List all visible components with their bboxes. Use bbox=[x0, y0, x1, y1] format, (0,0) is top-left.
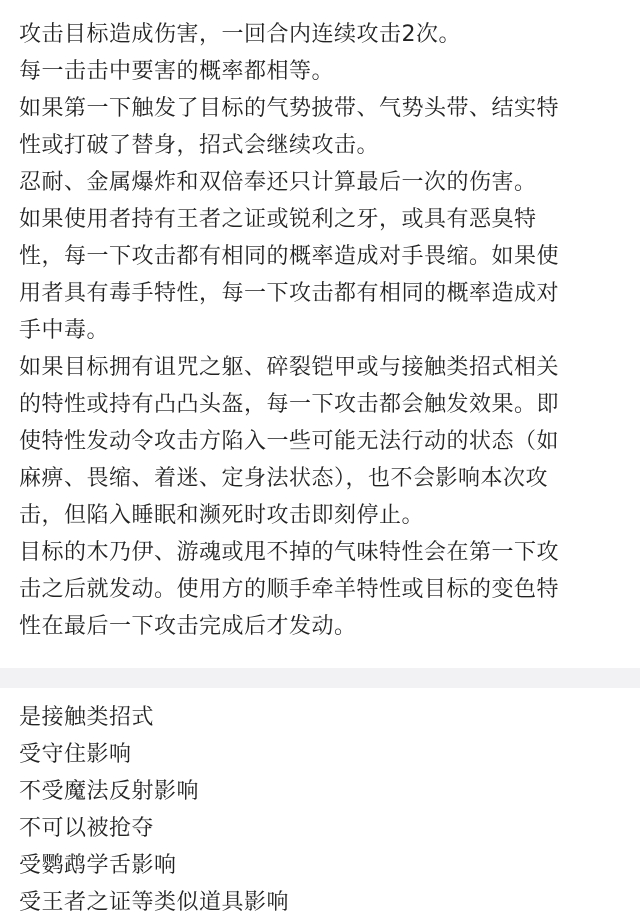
description-line: 目标的木乃伊、游魂或甩不掉的气味特性会在第一下攻 bbox=[19, 540, 560, 565]
description-line: 忍耐、金属爆炸和双倍奉还只计算最后一次的伤害。 bbox=[19, 170, 537, 195]
property-item: 是接触类招式 bbox=[19, 705, 155, 730]
description-line: 如果第一下触发了目标的气势披带、气势头带、结实特 bbox=[19, 96, 560, 121]
description-line: 性，每一下攻击都有相同的概率造成对手畏缩。如果使 bbox=[19, 244, 560, 269]
description-line: 攻击目标造成伤害，一回合内连续攻击2次。 bbox=[19, 22, 461, 47]
section-divider bbox=[0, 668, 640, 688]
property-item: 受王者之证等类似道具影响 bbox=[19, 890, 290, 915]
description-line: 如果使用者持有王者之证或锐利之牙，或具有恶臭特 bbox=[19, 207, 537, 232]
property-item: 受鹦鹉学舌影响 bbox=[19, 853, 177, 878]
move-description-text bbox=[19, 16, 625, 645]
move-properties-section bbox=[0, 688, 640, 915]
description-line: 性或打破了替身，招式会继续攻击。 bbox=[19, 133, 380, 158]
description-line: 使特性发动令攻击方陷入一些可能无法行动的状态（如 bbox=[19, 429, 560, 454]
description-line: 性在最后一下攻击完成后才发动。 bbox=[19, 614, 357, 639]
property-item: 受守住影响 bbox=[19, 742, 132, 767]
description-line: 麻痹、畏缩、着迷、定身法状态），也不会影响本次攻 bbox=[19, 466, 549, 491]
description-line: 手中毒。 bbox=[19, 318, 110, 343]
move-properties-list bbox=[19, 699, 289, 921]
description-line: 的特性或持有凸凸头盔，每一下攻击都会触发效果。即 bbox=[19, 392, 560, 417]
description-line: 用者具有毒手特性，每一下攻击都有相同的概率造成对 bbox=[19, 281, 560, 306]
property-item: 不可以被抢夺 bbox=[19, 816, 155, 841]
description-line: 击，但陷入睡眠和濒死时攻击即刻停止。 bbox=[19, 503, 425, 528]
description-line: 每一击击中要害的概率都相等。 bbox=[19, 59, 335, 84]
property-item: 不受魔法反射影响 bbox=[19, 779, 200, 804]
description-line: 击之后就发动。使用方的顺手牵羊特性或目标的变色特 bbox=[19, 577, 560, 602]
description-line: 如果目标拥有诅咒之躯、碎裂铠甲或与接触类招式相关 bbox=[19, 355, 560, 380]
